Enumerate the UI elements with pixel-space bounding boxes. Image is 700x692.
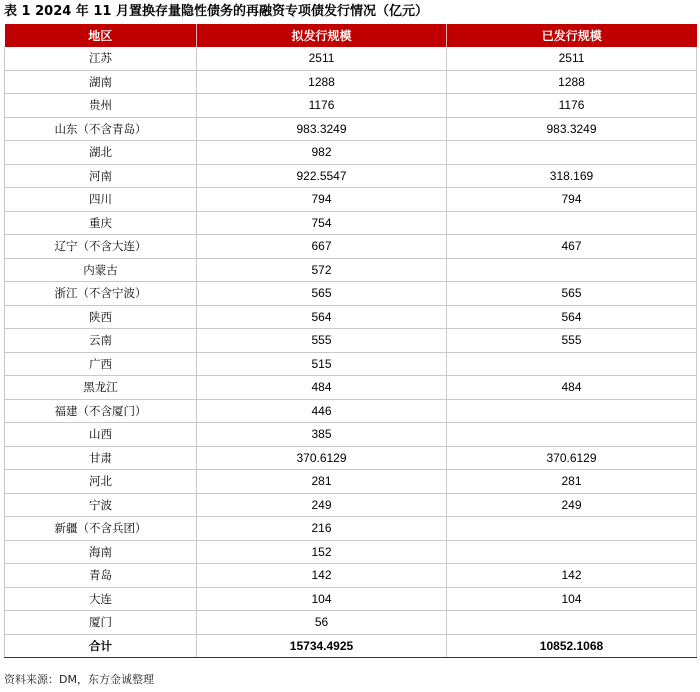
table-row [5,117,697,141]
table-total-row [5,634,697,658]
table-row [5,329,697,353]
cell-planned: 216 [197,517,447,541]
cell-issued: 249 [447,493,697,517]
cell-region: 浙江（不含宁波） [5,282,197,306]
cell-issued: 370.6129 [447,446,697,470]
cell-planned: 555 [197,329,447,353]
cell-issued: 142 [447,564,697,588]
table-row [5,564,697,588]
cell-issued [447,540,697,564]
cell-issued [447,141,697,165]
cell-planned: 281 [197,470,447,494]
cell-issued: 467 [447,235,697,259]
cell-issued: 281 [447,470,697,494]
cell-region: 山西 [5,423,197,447]
cell-issued: 1288 [447,70,697,94]
bond-issuance-table [4,24,697,658]
cell-planned: 15734.4925 [197,634,447,658]
cell-region: 山东（不含青岛） [5,117,197,141]
cell-issued: 104 [447,587,697,611]
table-row [5,305,697,329]
cell-issued: 565 [447,282,697,306]
table-row [5,282,697,306]
cell-planned: 572 [197,258,447,282]
cell-planned: 249 [197,493,447,517]
cell-region: 河南 [5,164,197,188]
cell-region: 新疆（不含兵团） [5,517,197,541]
cell-planned: 2511 [197,47,447,70]
header-issued: 已发行规模 [447,24,697,47]
cell-region: 福建（不含厦门） [5,399,197,423]
cell-region: 青岛 [5,564,197,588]
cell-issued: 2511 [447,47,697,70]
cell-issued: 318.169 [447,164,697,188]
table-row [5,540,697,564]
table-row [5,258,697,282]
header-region: 地区 [5,24,197,47]
cell-planned: 515 [197,352,447,376]
cell-issued: 10852.1068 [447,634,697,658]
table-row [5,399,697,423]
table-row [5,235,697,259]
cell-planned: 794 [197,188,447,212]
table-row [5,211,697,235]
cell-region: 云南 [5,329,197,353]
table-row [5,70,697,94]
table-header-row [5,24,697,47]
cell-region: 江苏 [5,47,197,70]
cell-issued [447,352,697,376]
cell-region: 重庆 [5,211,197,235]
table-row [5,470,697,494]
cell-planned: 484 [197,376,447,400]
cell-planned: 446 [197,399,447,423]
cell-issued: 1176 [447,94,697,118]
cell-issued [447,423,697,447]
table-row [5,352,697,376]
cell-issued: 484 [447,376,697,400]
cell-planned: 564 [197,305,447,329]
cell-region: 宁波 [5,493,197,517]
table-row [5,611,697,635]
cell-issued: 983.3249 [447,117,697,141]
header-planned: 拟发行规模 [197,24,447,47]
cell-issued [447,258,697,282]
cell-planned: 565 [197,282,447,306]
cell-planned: 667 [197,235,447,259]
cell-issued [447,399,697,423]
cell-planned: 385 [197,423,447,447]
cell-planned: 922.5547 [197,164,447,188]
cell-region: 陕西 [5,305,197,329]
cell-region: 湖南 [5,70,197,94]
cell-planned: 983.3249 [197,117,447,141]
table-row [5,493,697,517]
cell-planned: 370.6129 [197,446,447,470]
cell-region: 内蒙古 [5,258,197,282]
cell-region: 大连 [5,587,197,611]
cell-region: 广西 [5,352,197,376]
cell-planned: 152 [197,540,447,564]
table-row [5,141,697,165]
cell-planned: 142 [197,564,447,588]
cell-region: 合计 [5,634,197,658]
cell-issued [447,211,697,235]
cell-planned: 754 [197,211,447,235]
table-title: 表 1 2024 年 11 月置换存量隐性债务的再融资专项债发行情况（亿元） [4,4,428,19]
cell-region: 海南 [5,540,197,564]
cell-region: 厦门 [5,611,197,635]
cell-planned: 104 [197,587,447,611]
table-row [5,587,697,611]
cell-planned: 1176 [197,94,447,118]
cell-issued: 564 [447,305,697,329]
cell-region: 贵州 [5,94,197,118]
cell-region: 四川 [5,188,197,212]
source-note: 资料来源：DM，东方金诚整理 [4,673,154,686]
table-row [5,164,697,188]
table-row [5,376,697,400]
table-row [5,188,697,212]
cell-issued: 555 [447,329,697,353]
cell-planned: 1288 [197,70,447,94]
cell-region: 河北 [5,470,197,494]
table-row [5,446,697,470]
table-row [5,517,697,541]
cell-region: 湖北 [5,141,197,165]
cell-planned: 982 [197,141,447,165]
cell-region: 甘肃 [5,446,197,470]
cell-issued [447,611,697,635]
cell-planned: 56 [197,611,447,635]
table-row [5,94,697,118]
cell-issued [447,517,697,541]
cell-region: 黑龙江 [5,376,197,400]
table-row [5,47,697,70]
table-row [5,423,697,447]
cell-region: 辽宁（不含大连） [5,235,197,259]
cell-issued: 794 [447,188,697,212]
